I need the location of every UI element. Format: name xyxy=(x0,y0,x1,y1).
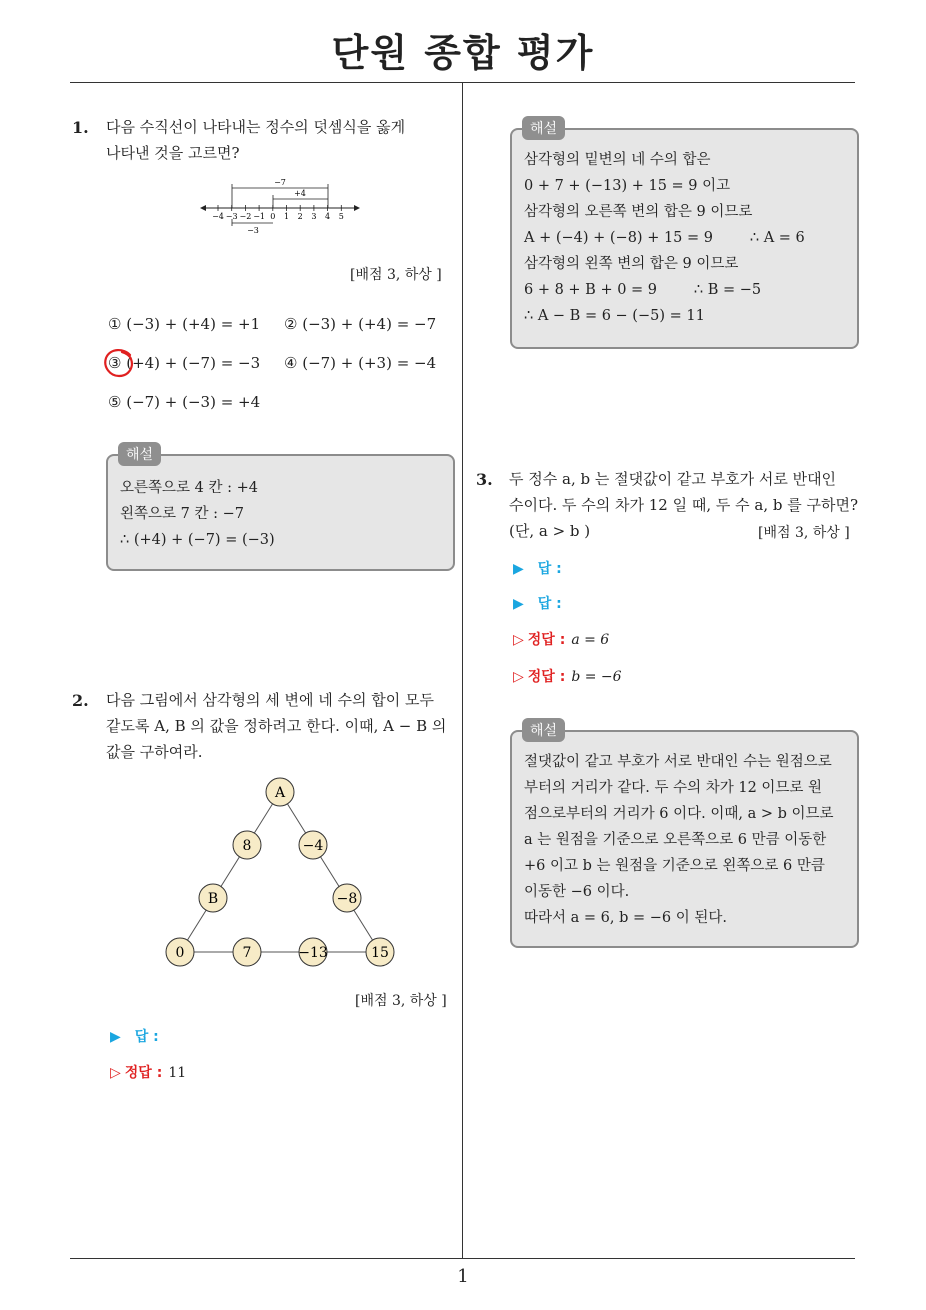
q3-explanation-line: 점으로부터의 거리가 6 이다. 이때, a > b 이므로 xyxy=(524,806,834,822)
svg-text:7: 7 xyxy=(242,945,252,961)
q1-explanation-line: ∴ (+4) + (−7) = (−3) xyxy=(120,532,275,548)
svg-text:−8: −8 xyxy=(336,891,358,907)
svg-text:0: 0 xyxy=(175,945,185,961)
number-line-tick-label: 3 xyxy=(311,212,317,221)
answer-marker-icon: ▶ xyxy=(513,596,524,612)
bottom-rule xyxy=(70,1258,855,1259)
question-3-line-1: 두 정수 a, b 는 절댓값이 같고 부호가 서로 반대인 xyxy=(509,470,837,488)
q2-explanation-line: A + (−4) + (−8) + 15 = 9 ∴ A = 6 xyxy=(524,230,805,246)
number-line-tick-label: −2 xyxy=(239,212,252,221)
correct-value: b = −6 xyxy=(571,669,622,685)
node-right-2 xyxy=(333,884,361,912)
page-title: 단원 종합 평가 xyxy=(331,31,595,75)
question-3-answer-row-1 xyxy=(513,558,562,578)
answer-marker-icon: ▶ xyxy=(513,561,524,577)
choice-1[interactable]: ① (−3) + (+4) = +1 xyxy=(108,315,261,333)
question-1-score: [배점 3, 하상 ] xyxy=(350,267,442,283)
correct-value: a = 6 xyxy=(571,632,610,648)
number-line-bottom-label: −3 xyxy=(247,226,259,235)
answer-marker-icon: ▶ xyxy=(110,1029,121,1045)
q3-explanation-line: 절댓값이 같고 부호가 서로 반대인 수는 원점으로 xyxy=(524,754,832,770)
correct-marker-icon: ▷ xyxy=(513,632,524,648)
choice-4[interactable]: ④ (−7) + (+3) = −4 xyxy=(284,354,437,372)
column-divider xyxy=(462,83,463,1258)
number-line-tick-label: 5 xyxy=(338,212,344,221)
correct-label: 정답 : xyxy=(124,1065,163,1081)
node-left-1 xyxy=(233,831,261,859)
q3-explanation-line: a 는 원점을 기준으로 오른쪽으로 6 만큼 이동한 xyxy=(524,832,827,848)
answer-label: 답 : xyxy=(134,1029,159,1045)
question-3-explanation-box xyxy=(510,730,859,948)
svg-text:B: B xyxy=(207,891,219,907)
svg-text:−13: −13 xyxy=(298,945,328,961)
node-bottom-4 xyxy=(366,938,394,966)
svg-text:−4: −4 xyxy=(302,838,324,854)
q1-explanation-line: 왼쪽으로 7 칸 : −7 xyxy=(120,506,244,522)
node-top xyxy=(266,778,294,806)
number-line-tick-label: 2 xyxy=(297,212,303,221)
question-2-number: 2. xyxy=(72,691,89,710)
question-3-answer-row-2 xyxy=(513,593,562,613)
choice-2[interactable]: ② (−3) + (+4) = −7 xyxy=(284,315,437,333)
question-3-explanation-tag: 해설 xyxy=(522,718,565,742)
page-number: 1 xyxy=(457,1266,469,1287)
question-3-line-2: 수이다. 두 수의 차가 12 일 때, 두 수 a, b 를 구하면? xyxy=(509,496,859,514)
svg-text:A: A xyxy=(274,785,286,801)
question-3-number: 3. xyxy=(476,470,493,489)
svg-text:8: 8 xyxy=(242,838,252,854)
q2-explanation-line: 0 + 7 + (−13) + 15 = 9 이고 xyxy=(524,178,731,194)
question-2-text xyxy=(106,687,446,765)
choice-5[interactable]: ⑤ (−7) + (−3) = +4 xyxy=(108,393,261,411)
question-2-answer-row xyxy=(110,1026,159,1046)
question-2-explanation-box xyxy=(510,128,859,349)
answer-label: 답 : xyxy=(537,561,562,577)
node-bottom-2 xyxy=(233,938,261,966)
question-2-correct-row xyxy=(110,1062,186,1082)
question-2-explanation-tag: 해설 xyxy=(522,116,565,140)
correct-label: 정답 : xyxy=(527,669,566,685)
node-right-1 xyxy=(299,831,327,859)
question-3-line-3: (단, a > b ) xyxy=(509,522,591,540)
question-1-explanation-tag: 해설 xyxy=(118,442,161,466)
question-3-correct-row-2 xyxy=(513,666,622,686)
question-1-number: 1. xyxy=(72,118,89,137)
number-line-tick-label: 0 xyxy=(270,212,276,221)
q3-explanation-line: +6 이고 b 는 원점을 기준으로 왼쪽으로 6 만큼 xyxy=(524,858,825,874)
correct-label: 정답 : xyxy=(527,632,566,648)
selected-answer-circle-icon xyxy=(102,347,136,379)
q3-explanation-line: 부터의 거리가 같다. 두 수의 차가 12 이므로 원 xyxy=(524,780,823,796)
number-line-tick-label: 1 xyxy=(283,212,290,221)
triangle-figure xyxy=(160,774,400,974)
number-line-top-label: −7 xyxy=(274,178,286,187)
answer-label: 답 : xyxy=(537,596,562,612)
q2-explanation-line: 삼각형의 밑변의 네 수의 합은 xyxy=(524,152,711,168)
question-3-score: [배점 3, 하상 ] xyxy=(758,525,850,541)
number-line-tick-label: −1 xyxy=(253,212,265,221)
svg-text:15: 15 xyxy=(371,945,389,961)
q1-explanation-line: 오른쪽으로 4 칸 : +4 xyxy=(120,480,258,496)
question-2-line-2: 같도록 A, B 의 값을 정하려고 한다. 이때, A − B 의 xyxy=(106,717,447,735)
q2-explanation-line: 6 + 8 + B + 0 = 9 ∴ B = −5 xyxy=(524,282,762,298)
number-line-tick-label: −4 xyxy=(212,212,224,221)
correct-marker-icon: ▷ xyxy=(513,669,524,685)
node-left-2 xyxy=(199,884,227,912)
node-bottom-1 xyxy=(166,938,194,966)
q3-explanation-line: 이동한 −6 이다. xyxy=(524,884,630,900)
number-line-tick-label: −3 xyxy=(225,212,238,221)
q2-explanation-line: 삼각형의 오른쪽 변의 합은 9 이므로 xyxy=(524,204,753,220)
number-line-figure xyxy=(198,174,363,238)
correct-value: 11 xyxy=(168,1065,187,1081)
question-1-text xyxy=(106,114,405,166)
question-1-line-1: 다음 수직선이 나타내는 정수의 덧셈식을 옳게 xyxy=(106,118,406,136)
number-line-mid-label: +4 xyxy=(294,189,306,198)
question-3-correct-row-1 xyxy=(513,629,609,649)
q2-explanation-line: ∴ A − B = 6 − (−5) = 11 xyxy=(524,308,705,324)
choice-3[interactable]: ③ (+4) + (−7) = −3 xyxy=(108,354,261,372)
q3-explanation-line: 따라서 a = 6, b = −6 이 된다. xyxy=(524,910,727,926)
node-bottom-3 xyxy=(298,938,328,966)
correct-marker-icon: ▷ xyxy=(110,1065,121,1081)
question-2-score: [배점 3, 하상 ] xyxy=(355,993,447,1009)
question-2-line-3: 값을 구하여라. xyxy=(106,743,203,761)
q2-explanation-line: 삼각형의 왼쪽 변의 합은 9 이므로 xyxy=(524,256,739,272)
number-line-tick-label: 4 xyxy=(325,212,331,221)
question-1-line-2: 나타낸 것을 고르면? xyxy=(106,144,240,162)
question-1-explanation-box xyxy=(106,454,455,571)
question-2-line-1: 다음 그림에서 삼각형의 세 변에 네 수의 합이 모두 xyxy=(106,691,434,709)
